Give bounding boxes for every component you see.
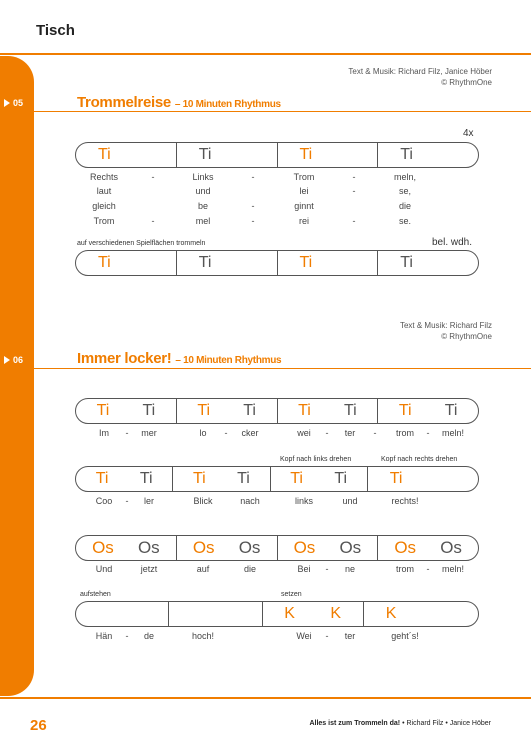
beat-cell (176, 143, 277, 167)
lyrics-line (75, 216, 479, 228)
lyric: lo (199, 428, 207, 438)
lyric: se, (398, 186, 412, 196)
lyric: - (325, 428, 329, 438)
beat-cell (168, 602, 261, 626)
lyric: Blick (193, 496, 213, 506)
syllable: K (284, 605, 295, 622)
syllable: K (385, 605, 397, 622)
syllable: Ti (139, 470, 153, 487)
lyric: hoch! (191, 631, 215, 641)
footer-divider (0, 697, 531, 699)
lyric: Und (95, 564, 113, 574)
lyric: laut (96, 186, 112, 196)
lyric: - (251, 172, 255, 182)
lyric: Trom (293, 172, 315, 182)
lyric: - (151, 172, 155, 182)
syllable: Os (137, 538, 160, 557)
instruction-sit-down: setzen (281, 591, 302, 598)
play-instruction: auf verschiedenen Spielflächen trommeln (77, 240, 206, 247)
song1-title (77, 94, 281, 111)
credit-line: Text & Musik: Richard Filz (399, 321, 492, 330)
copyright-line: © RhythmOne (441, 78, 492, 87)
beat-cell (277, 399, 378, 423)
song2-title (77, 350, 281, 367)
song-divider (34, 368, 531, 369)
syllable: Ti (400, 254, 413, 271)
syllable: Os (192, 538, 215, 557)
syllable: Ti (197, 402, 211, 419)
syllable: Os (238, 538, 261, 557)
beat-cell (76, 143, 176, 167)
lyric: se. (398, 216, 412, 226)
song-title-text: Immer locker! (77, 350, 172, 367)
song-number-tab-05[interactable] (0, 95, 34, 111)
beat-cell (270, 467, 367, 491)
lyric: ginnt (294, 201, 314, 211)
lyric: - (251, 201, 255, 211)
beat-cell (76, 251, 176, 275)
lyric: ne (344, 564, 356, 574)
lyric: Im (99, 428, 109, 438)
song-number: 06 (13, 355, 24, 365)
lyric: trom (396, 428, 414, 438)
lyric: wei (297, 428, 311, 438)
syllable: Ti (299, 146, 313, 163)
lyric: lei (299, 186, 309, 196)
lyric: - (426, 564, 430, 574)
lyric: geht´s! (391, 631, 419, 641)
lyric: - (352, 216, 356, 226)
syllable: Ti (243, 402, 256, 419)
side-bar (0, 56, 34, 696)
lyric: - (125, 631, 129, 641)
lyric: die (398, 201, 412, 211)
syllable: Ti (290, 470, 303, 487)
lyric: Coo (95, 496, 113, 506)
lyric: rei (298, 216, 310, 226)
lyric: meln, (393, 172, 417, 182)
lyric: - (224, 428, 228, 438)
lyric: de (143, 631, 155, 641)
lyric: Hän (95, 631, 113, 641)
beat-cell (377, 251, 478, 275)
lyric: ter (344, 631, 356, 641)
lyric: - (125, 496, 129, 506)
rhythm-box (75, 466, 479, 492)
header-title: Tisch (36, 22, 75, 39)
lyric: ter (344, 428, 356, 438)
lyrics-line (75, 186, 479, 198)
rhythm-box (75, 398, 479, 424)
syllable: Ti (343, 402, 357, 419)
syllable: Os (440, 538, 462, 557)
syllable: Ti (389, 470, 403, 487)
syllable: Ti (237, 470, 250, 487)
syllable: Ti (96, 402, 110, 419)
lyric: - (426, 428, 430, 438)
beat-cell (262, 602, 363, 626)
song-subtitle: – 10 Minuten Rhythmus (174, 99, 281, 110)
syllable: Os (339, 538, 362, 557)
instruction-stand-up: aufstehen (80, 591, 111, 598)
instruction-right: Kopf nach rechts drehen (381, 456, 458, 463)
lyric: - (325, 631, 329, 641)
copyright-line: © RhythmOne (441, 332, 492, 341)
beat-cell (176, 251, 277, 275)
beat-cell (176, 536, 277, 560)
lyric: - (325, 564, 329, 574)
lyrics-line (75, 172, 479, 184)
syllable: Ti (299, 254, 313, 271)
syllable: Ti (198, 254, 212, 271)
lyric: - (373, 428, 377, 438)
lyric: - (251, 216, 255, 226)
syllable: Ti (95, 470, 109, 487)
instruction-left: Kopf nach links drehen (280, 456, 352, 463)
lyrics-line (75, 201, 479, 213)
song-title-text: Trommelreise (77, 94, 171, 111)
lyrics-line (75, 428, 479, 440)
beat-cell (277, 143, 378, 167)
song-number-tab-06[interactable] (0, 352, 34, 368)
syllable: Os (92, 538, 114, 557)
syllable: Ti (444, 402, 458, 419)
song1-credit (348, 66, 492, 88)
beat-cell (363, 602, 478, 626)
lyric: - (125, 428, 129, 438)
lyric: meln! (441, 564, 465, 574)
lyric: die (243, 564, 257, 574)
book-authors: • Richard Filz • Janice Höber (402, 720, 491, 727)
rhythm-box (75, 250, 479, 276)
syllable: Ti (98, 254, 111, 271)
beat-cell (76, 467, 172, 491)
beat-cell (367, 467, 478, 491)
syllable: Os (293, 538, 316, 557)
lyric: links (294, 496, 314, 506)
song2-credit (400, 320, 492, 342)
beat-cell (172, 467, 269, 491)
repeat-count: 4x (463, 128, 474, 139)
lyric: nach (240, 496, 260, 506)
lyric: - (352, 186, 356, 196)
lyric: trom (396, 564, 414, 574)
syllable: Ti (142, 402, 156, 419)
lyric: rechts! (391, 496, 419, 506)
lyric: ler (143, 496, 155, 506)
rhythm-box (75, 142, 479, 168)
rhythm-box (75, 601, 479, 627)
lyric: Trom (93, 216, 115, 226)
syllable: Ti (400, 146, 413, 163)
beat-cell (76, 536, 176, 560)
syllable: Os (394, 538, 417, 557)
syllable: K (330, 605, 342, 622)
syllable: Ti (192, 470, 206, 487)
lyric: mel (195, 216, 211, 226)
lyric: - (151, 216, 155, 226)
song-divider (34, 111, 531, 112)
beat-cell (76, 602, 168, 626)
lyric: meln! (441, 428, 465, 438)
lyrics-line (75, 496, 479, 508)
beat-cell (377, 536, 478, 560)
beat-cell (176, 399, 277, 423)
beat-cell (277, 536, 378, 560)
page-number: 26 (30, 717, 47, 734)
footer-credit (309, 720, 491, 727)
lyrics-line (75, 631, 479, 643)
lyric: Rechts (89, 172, 119, 182)
credit-line: Text & Musik: Richard Filz, Janice Höber (348, 67, 492, 76)
play-icon (4, 99, 10, 107)
syllable: Ti (98, 146, 111, 163)
lyric: und (195, 186, 211, 196)
song-number: 05 (13, 98, 24, 108)
lyric: cker (241, 428, 259, 438)
beat-cell (377, 143, 478, 167)
beat-cell (277, 251, 378, 275)
beat-cell (76, 399, 176, 423)
repeat-instruction: bel. wdh. (432, 237, 473, 248)
lyric: be (197, 201, 209, 211)
beat-cell (377, 399, 478, 423)
book-title: Alles ist zum Trommeln da! (309, 720, 401, 727)
lyric: auf (196, 564, 210, 574)
syllable: Ti (398, 402, 412, 419)
lyric: - (352, 172, 356, 182)
lyric: und (342, 496, 358, 506)
lyric: Wei (296, 631, 312, 641)
song-subtitle: – 10 Minuten Rhythmus (175, 355, 282, 366)
header-divider (0, 53, 531, 55)
lyric: Links (192, 172, 214, 182)
lyric: jetzt (140, 564, 158, 574)
rhythm-box (75, 535, 479, 561)
syllable: Ti (298, 402, 311, 419)
syllable: Ti (198, 146, 212, 163)
lyric: Bei (297, 564, 311, 574)
lyric: gleich (92, 201, 116, 211)
play-icon (4, 356, 10, 364)
lyric: mer (141, 428, 157, 438)
lyrics-line (75, 564, 479, 576)
syllable: Ti (334, 470, 348, 487)
